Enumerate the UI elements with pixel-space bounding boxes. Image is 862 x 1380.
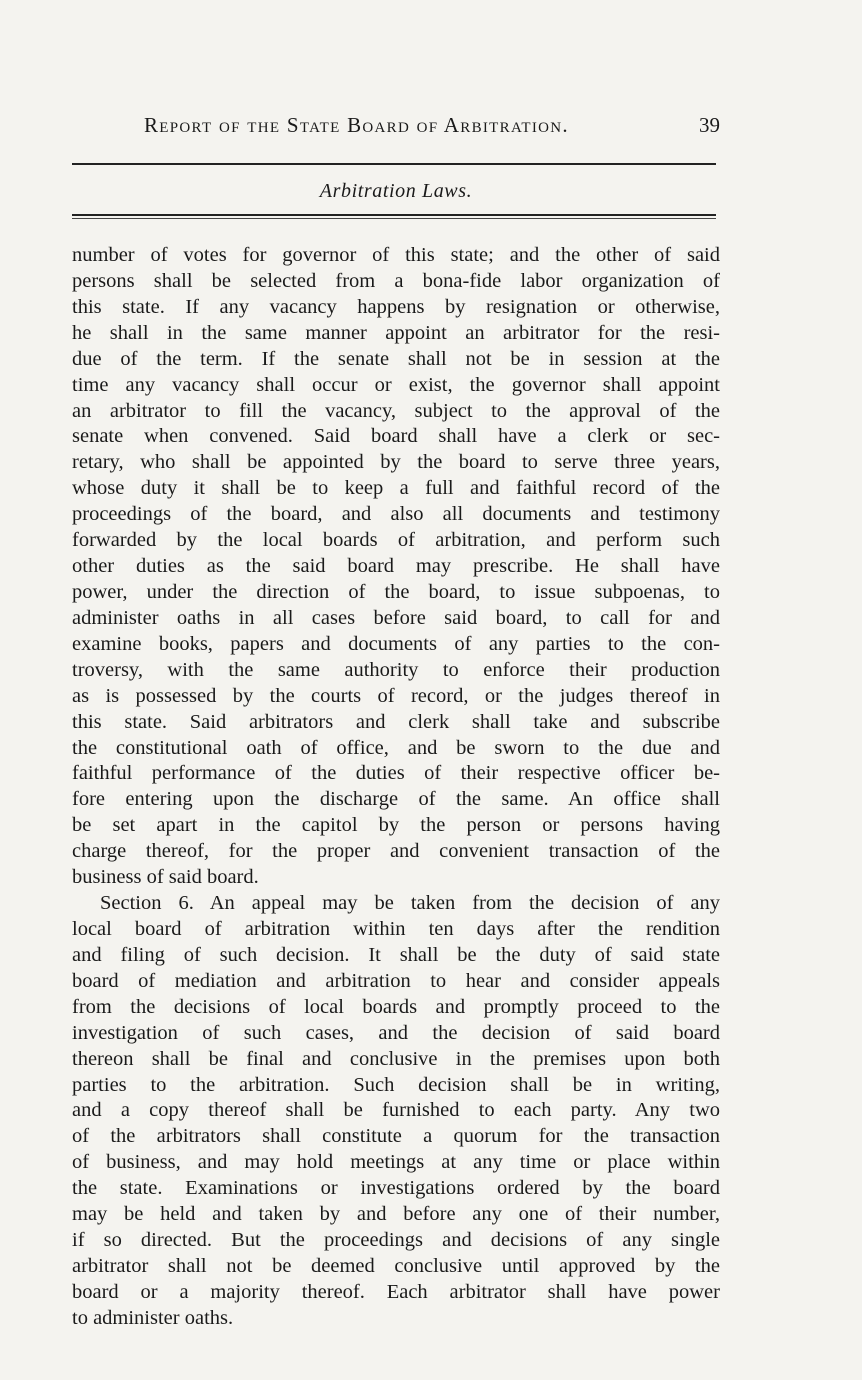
page-number: 39 (699, 113, 720, 137)
section-rule-thin (72, 218, 716, 219)
text-line: the state. Examinations or investigations ordered by the board (72, 1177, 720, 1200)
section-title: Arbitration Laws. (319, 180, 473, 202)
text-line: he shall in the same manner appoint an arbitrator for the resi- (72, 321, 720, 344)
text-line: be set apart in the capitol by the person or persons having (72, 814, 720, 837)
text-line: parties to the arbitration. Such decision shall be in writing, (72, 1073, 720, 1096)
text-line: other duties as the said board may prescribe. He shall have (72, 555, 720, 578)
text-line: of the arbitrators shall constitute a quorum for the transaction (72, 1125, 720, 1148)
text-line: and a copy thereof shall be furnished to each party. Any two (72, 1099, 720, 1122)
text-line: local board of arbitration within ten days after the rendition (72, 917, 720, 940)
text-line: persons shall be selected from a bona-fide labor organization of (72, 269, 720, 292)
text-line: this state. If any vacancy happens by resignation or otherwise, (72, 295, 720, 318)
text-line: senate when convened. Said board shall have a clerk or sec- (72, 425, 720, 448)
text-line: may be held and taken by and before any one of their number, (72, 1203, 720, 1226)
paragraph-end-line: business of said board. (72, 866, 259, 889)
text-line: board of mediation and arbitration to hear and consider appeals (72, 969, 720, 992)
text-line: arbitrator shall not be deemed conclusive until approved by the (72, 1254, 720, 1277)
section-6-first-line: Section 6. An appeal may be taken from the decision of any (100, 892, 720, 915)
text-line: and filing of such decision. It shall be the duty of said state (72, 943, 720, 966)
text-line: from the decisions of local boards and promptly proceed to the (72, 995, 720, 1018)
text-line: examine books, papers and documents of any parties to the con- (72, 632, 720, 655)
running-title: Report of the State Board of Arbitration. (144, 113, 569, 137)
text-line: due of the term. If the senate shall not be in session at the (72, 347, 720, 370)
text-line: this state. Said arbitrators and clerk shall take and subscribe (72, 710, 720, 733)
text-line: retary, who shall be appointed by the board to serve three years, (72, 451, 720, 474)
text-line: the constitutional oath of office, and be sworn to the due and (72, 736, 720, 759)
text-line: an arbitrator to fill the vacancy, subject to the approval of the (72, 399, 720, 422)
text-line: number of votes for governor of this state; and the other of said (72, 244, 720, 266)
text-line: board or a majority thereof. Each arbitrator shall have power (72, 1280, 720, 1303)
text-line: proceedings of the board, and also all documents and testimony (72, 503, 720, 526)
text-line: troversy, with the same authority to enforce their production (72, 658, 720, 681)
body-text (72, 243, 720, 1332)
text-line: charge thereof, for the proper and convenient transaction of the (72, 840, 720, 863)
text-line: of business, and may hold meetings at any time or place within (72, 1151, 720, 1174)
text-line: administer oaths in all cases before said board, to call for and (72, 606, 720, 629)
text-line: as is possessed by the courts of record, or the judges thereof in (72, 684, 720, 707)
text-line: power, under the direction of the board, to issue subpoenas, to (72, 580, 720, 603)
text-line: thereon shall be final and conclusive in the premises upon both (72, 1047, 720, 1070)
text-line: whose duty it shall be to keep a full and faithful record of the (72, 477, 720, 500)
text-line: if so directed. But the proceedings and decisions of any single (72, 1229, 720, 1252)
text-line: forwarded by the local boards of arbitration, and perform such (72, 529, 720, 552)
text-line: time any vacancy shall occur or exist, the governor shall appoint (72, 373, 720, 396)
running-head (72, 113, 720, 143)
text-line: fore entering upon the discharge of the same. An office shall (72, 788, 720, 811)
text-line: investigation of such cases, and the decision of said board (72, 1021, 720, 1044)
paragraph-end-line: to administer oaths. (72, 1306, 234, 1329)
text-line: faithful performance of the duties of their respective officer be- (72, 762, 720, 785)
section-rule-thick (72, 214, 716, 216)
header-rule (72, 163, 716, 165)
